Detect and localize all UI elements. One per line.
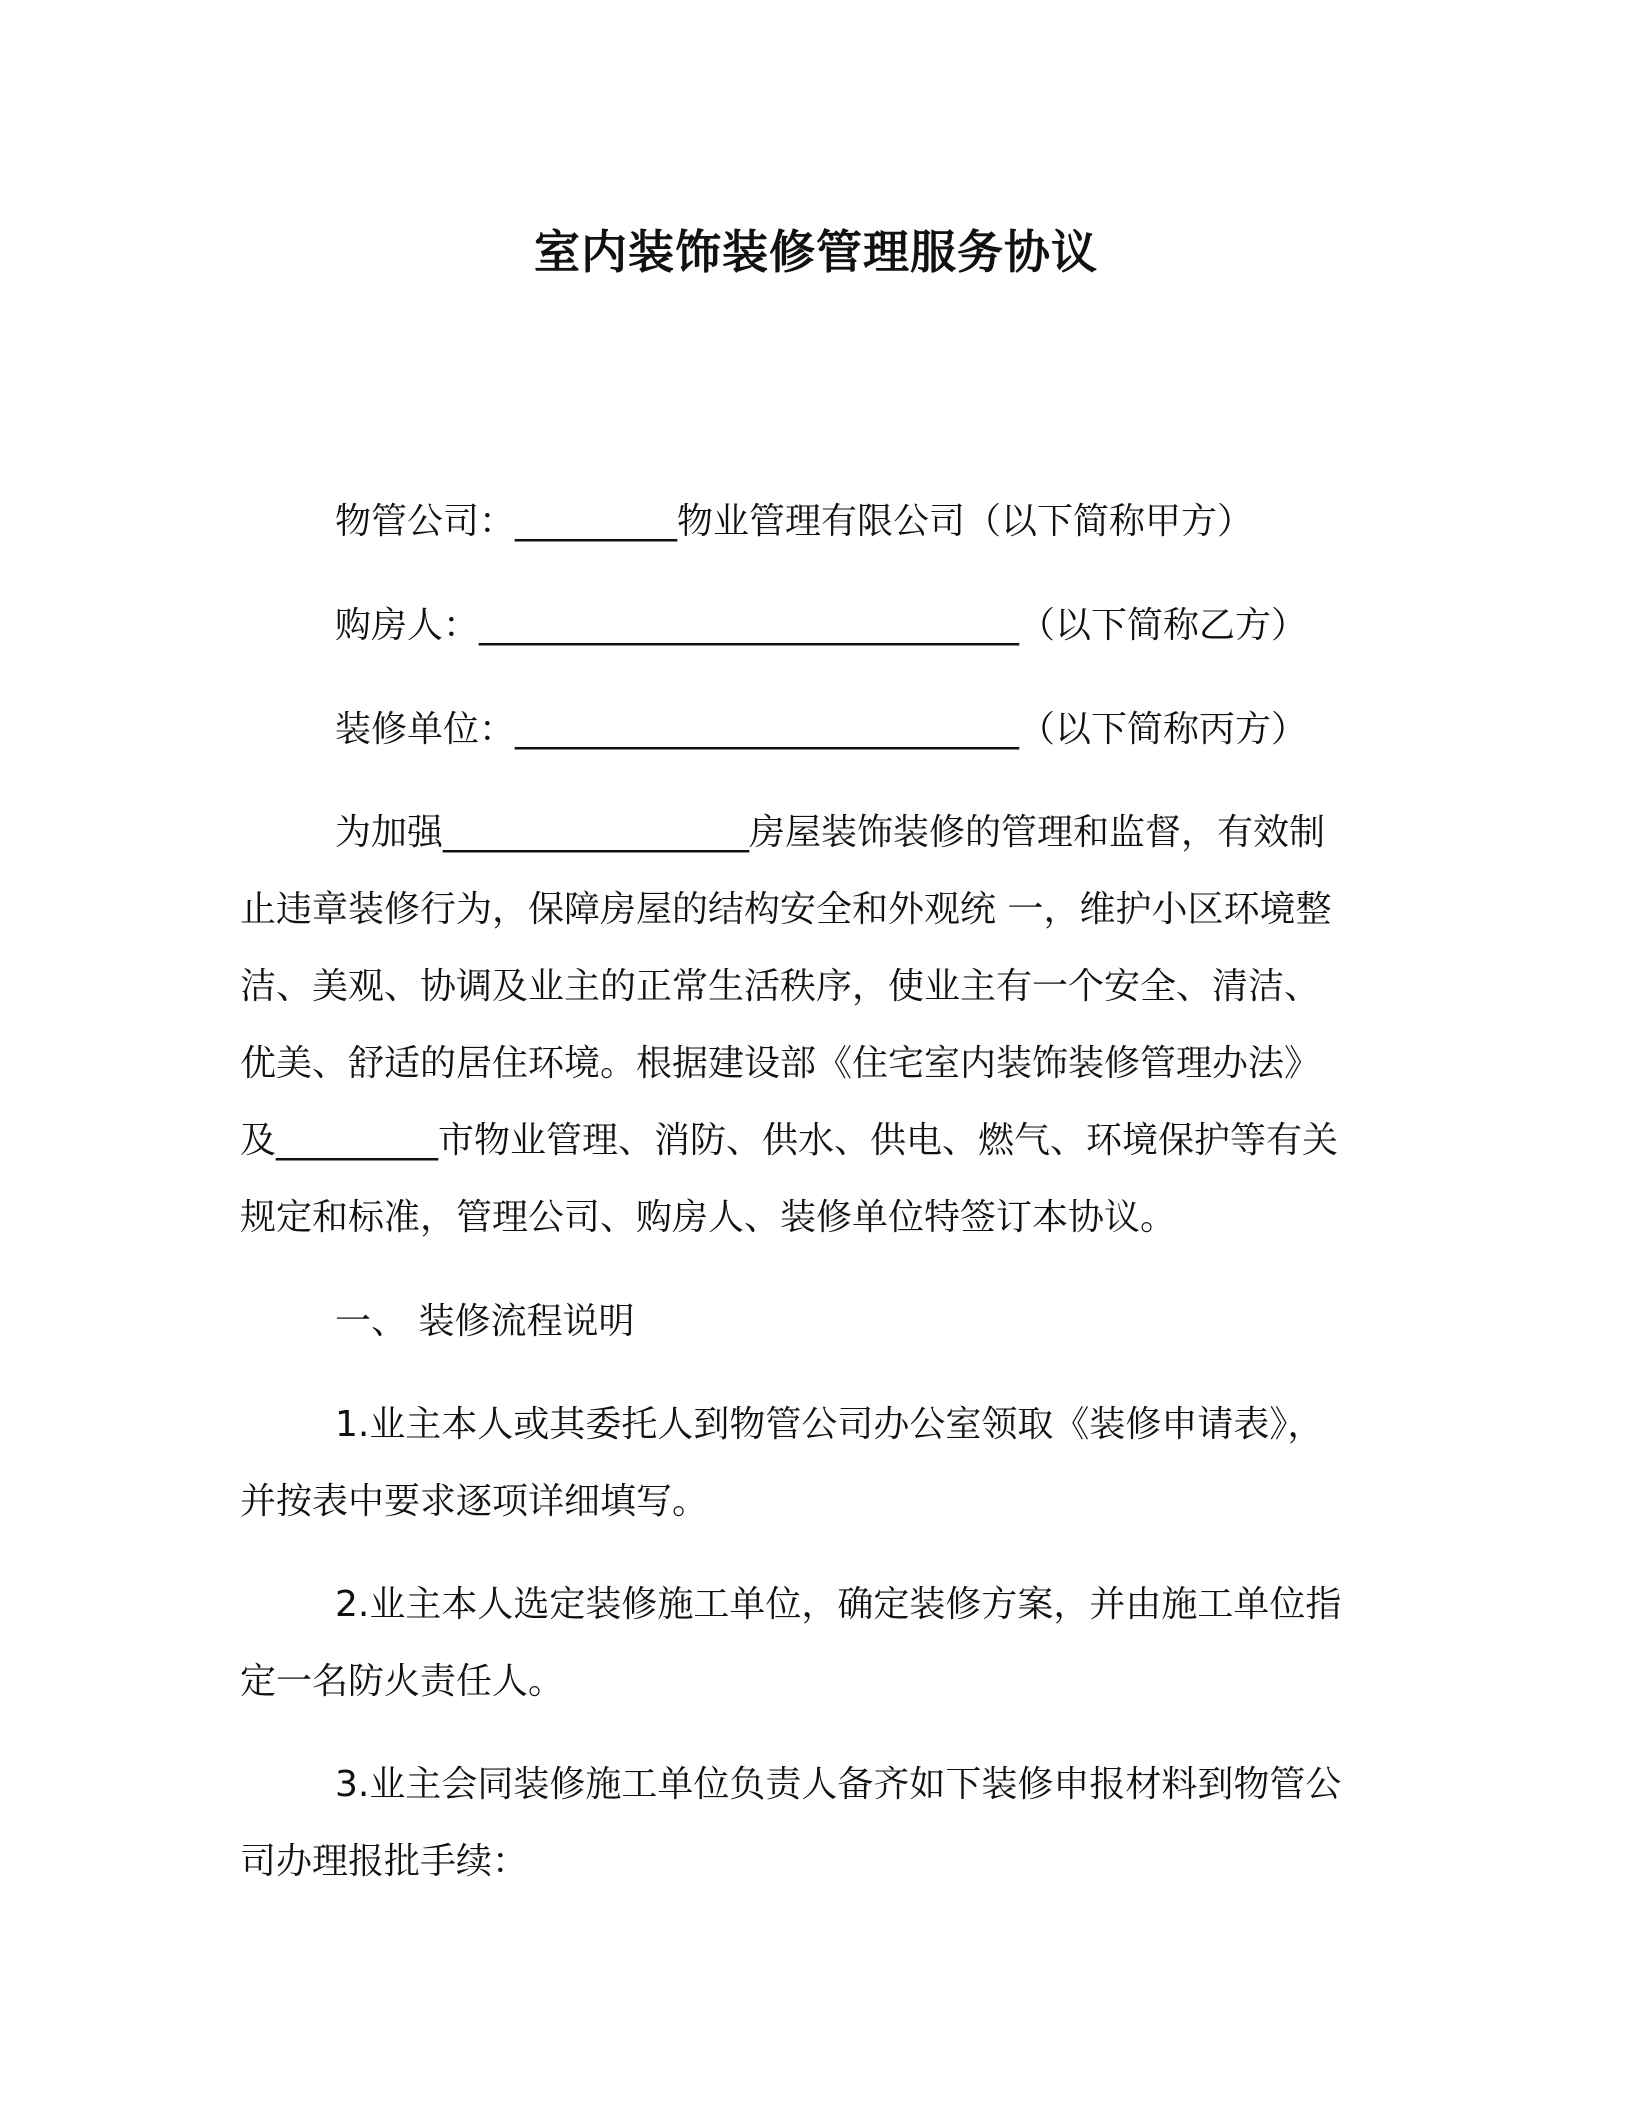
section-1-item-2-line: 2.业主本人选定装修施工单位，确定装修方案，并由施工单位指 — [335, 1584, 1342, 1625]
preamble-line: 优美、舒适的居住环境。根据建设部《住宅室内装饰装修管理办法》 — [240, 1043, 1321, 1084]
section-1-item-1-line: 并按表中要求逐项详细填写。 — [240, 1481, 709, 1522]
preamble-line: 规定和标准，管理公司、购房人、装修单位特签订本协议。 — [240, 1197, 1177, 1238]
party-contractor: 装修单位：____________________________（以下简称丙方） — [335, 709, 1308, 750]
section-1-item-3-line: 3.业主会同装修施工单位负责人备齐如下装修申报材料到物管公 — [335, 1764, 1342, 1805]
section-1-item-3-line: 司办理报批手续： — [240, 1841, 529, 1882]
preamble-line: 洁、美观、协调及业主的正常生活秩序，使业主有一个安全、清洁、 — [240, 966, 1321, 1007]
document-title: 室内装饰装修管理服务协议 — [534, 225, 1098, 279]
preamble-line: 为加强_________________房屋装饰装修的管理和监督，有效制 — [335, 812, 1326, 853]
party-property-company: 物管公司：_________物业管理有限公司（以下简称甲方） — [335, 501, 1254, 542]
section-1-item-2-line: 定一名防火责任人。 — [240, 1661, 565, 1702]
preamble-line: 止违章装修行为，保障房屋的结构安全和外观统 一，维护小区环境整 — [240, 889, 1332, 930]
preamble-line: 及_________市物业管理、消防、供水、供电、燃气、环境保护等有关 — [240, 1120, 1339, 1161]
section-1-heading: 一、 装修流程说明 — [335, 1301, 635, 1342]
party-buyer: 购房人：______________________________（以下简称乙方） — [335, 605, 1308, 646]
section-1-item-1-line: 1.业主本人或其委托人到物管公司办公室领取《装修申请表》， — [335, 1404, 1324, 1445]
